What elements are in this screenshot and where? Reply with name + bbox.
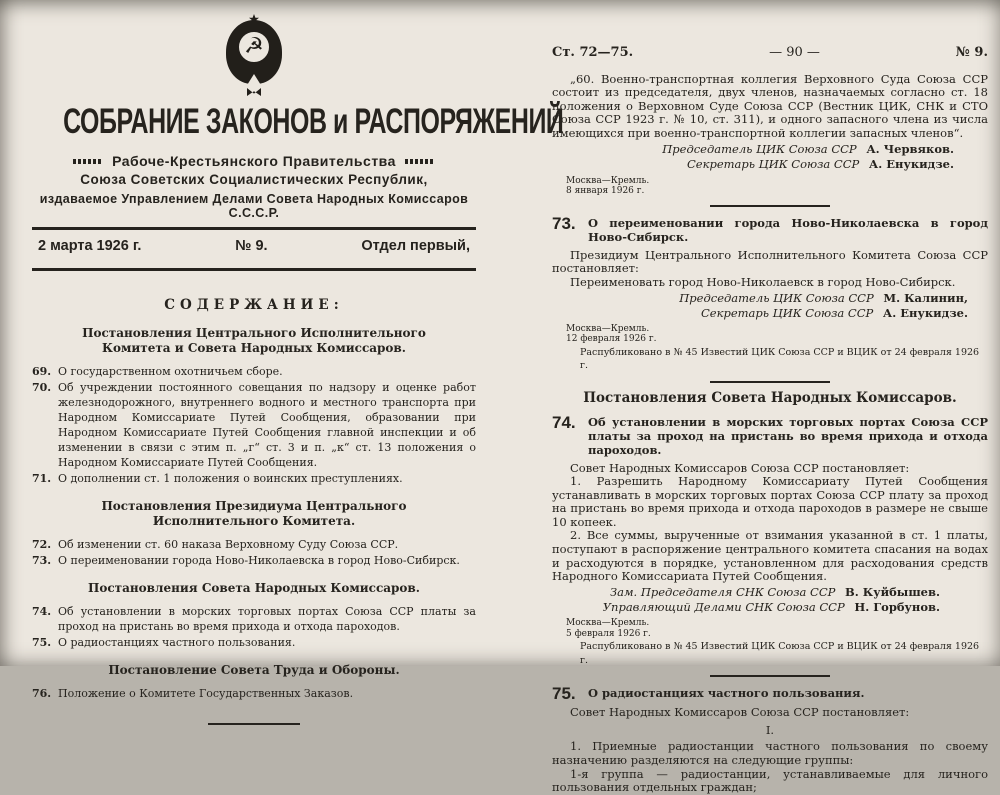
signature-title: Управляющий Делами СНК Союза ССР [602,600,845,615]
toc-item-text: О радиостанциях частного пользования. [58,636,296,649]
left-page [32,8,564,725]
toc-item [32,553,476,568]
masthead-subtitle2: Союза Советских Социалистических Республик, [80,172,428,187]
signature-line [552,143,988,157]
signature-name: М. Калинин, [883,290,968,305]
article-number: 75. [552,684,576,704]
place-line: Москва—Кремль. [566,618,650,629]
toc-item-number: 74. [32,605,52,618]
signature-title: Зам. Председателя СНК Союза ССР [609,584,836,599]
signature-line [552,292,988,306]
article-title: Об установлении в морских торговых портах Союза ССР платы за проход на пристань во время прихода и отхода пароходов. [588,414,988,457]
toc-item [32,635,476,650]
toc-item [32,364,476,379]
ornament-left-icon [73,159,103,164]
article-74-paragraph: 2. Все суммы, вырученные от взимания указанной в ст. 1 платы, поступают в распоряжение центрального комитета спасания на водах и расходуются в порядке, установленном для расходования средств Народного Комиссариата Путей Сообщения. [552,528,988,584]
toc-item-number: 70. [32,381,52,394]
toc-item-text: Положение о Комитете Государственных Заказов. [58,687,354,700]
publication-note: Распубликовано в № 45 Известий ЦИК Союза ССР и ВЦИК от 24 февраля 1926 г. [580,346,980,372]
ribbon-icon [244,74,264,90]
toc-title: СОДЕРЖАНИЕ: [164,297,344,313]
header-page-number: — 90 — [769,45,820,60]
masthead-subtitle3: издаваемое Управлением Делами Совета Народных Комиссаров С.С.С.Р. [39,192,469,220]
toc-item-text: О государственном охотничьем сборе. [58,365,283,378]
issue-number: № 9. [235,238,268,254]
article-74-heading [552,412,988,457]
toc-item-number: 75. [32,636,52,649]
article-75-paragraph: 1-я группа — радиостанции, устанавливаемые для личного пользования отдельных граждан; [552,766,988,795]
signature-line [552,601,988,615]
toc-item-number: 69. [32,365,52,378]
article-number: 74. [552,412,576,432]
article-number: 73. [552,213,576,233]
toc-item-number: 73. [32,554,52,567]
publication-note: Распубликовано в № 45 Известий ЦИК Союза ССР и ВЦИК от 24 февраля 1926 г. [580,641,980,666]
toc-group-heading: Постановление Совета Труда и Обороны. [108,663,400,677]
masthead-subtitle1: Рабоче-Крестьянского Правительства [112,153,396,169]
toc-item-text: Об установлении в морских торговых портах Союза ССР платы за проход на пристань во время прихода и отхода пароходов. [58,605,476,633]
article-73-paragraph: Переименовать город Ново-Николаевск в город Ново-Сибирск. [570,274,956,289]
header-issue-number: № 9. [955,45,988,60]
snk-section-heading: Постановления Совета Народных Комиссаров. [583,389,957,406]
section-roman-numeral: I. [765,722,775,737]
article-73-paragraph: Президиум Центрального Исполнительного Комитета Союза ССР постановляет: [552,247,988,276]
toc-item [32,537,476,552]
article-72-body: „60. Военно-транспортная коллегия Верховного Суда Союза ССР состоит из председателя, двух членов, назначаемых согласно ст. 18 положения о Верховном Суде Союза ССР (Вестник ЦИК, СНК и СТО Союза ССР 1923 г. № 10, ст. 311), и одного запасного члена из числа имеющихся при военно-транспортной коллегии запасных членов“. [552,71,988,140]
signature-name: А. Червяков. [866,141,954,156]
article-divider [710,381,830,383]
toc-item [32,471,476,486]
signature-title: Председатель ЦИК Союза ССР [679,290,874,305]
ornament-right-icon [405,159,435,164]
article-divider [710,205,830,207]
issue-date: 2 марта 1926 г. [38,238,142,254]
signature-title: Секретарь ЦИК Союза ССР [687,157,860,172]
place-line: Москва—Кремль. [566,175,650,186]
hammer-sickle-icon: ☭ [244,34,264,59]
signature-name: В. Куйбышев. [845,584,940,599]
toc-item-text: Об учреждении постоянного совещания по надзору и оценке работ железнодорожного, внутреннего водного и местного транспорта при Народном Комиссариате Путей Сообщения, образовании при Народном Комиссариате Путей Сообщения главной инспекции и об изменении в связи с этим п. „г“ ст. 3 и п. „к“ ст. 13 положения о Народном Комиссариате Путей Сообщения. [58,381,476,469]
issue-info-row [32,230,476,261]
toc-item [32,604,476,634]
signature-line [552,586,988,600]
toc-item-number: 76. [32,687,52,700]
masthead-subtitle1-row [32,153,476,169]
masthead-title: СОБРАНИЕ ЗАКОНОВ и РАСПОРЯЖЕНИЙ [63,102,564,142]
globe-icon [237,30,271,64]
article-74-paragraph: Совет Народных Комиссаров Союза ССР постановляет: [570,460,910,475]
issue-section: Отдел первый, [361,238,470,254]
article-74-paragraph: 1. Разрешить Народному Комиссариату Путей Сообщения устанавливать в морских торговых портах Союза ССР плату за проход на пристань во время прихода и отхода пароходов в размере не свыше 10 копеек. [552,474,988,529]
date-line: 5 февраля 1926 г. [566,628,651,639]
signature-line [552,307,988,321]
signature-line [552,158,988,172]
right-page [552,46,988,795]
toc-item [32,380,476,470]
signature-title: Секретарь ЦИК Союза ССР [701,306,874,321]
toc-item-text: Об изменении ст. 60 наказа Верховному Суду Союза ССР. [58,538,399,551]
masthead-rule-bottom [32,268,476,271]
date-line: 12 февраля 1926 г. [566,334,657,345]
toc-item-number: 72. [32,538,52,551]
signature-name: Н. Горбунов. [854,600,940,615]
article-73-heading [552,213,988,244]
running-header [552,46,988,60]
toc-group-heading: Постановления Президиума Центрального Исполнительного Комитета. [101,499,407,528]
toc-item-text: О дополнении ст. 1 положения о воинских преступлениях. [58,472,403,485]
article-divider [710,675,830,677]
toc-group-heading: Постановления Совета Народных Комиссаров. [88,581,420,595]
article-75-paragraph: Совет Народных Комиссаров Союза ССР постановляет: [570,705,910,720]
toc-item [32,686,476,701]
toc-group-heading: Постановления Центрального Исполнительного Комитета и Совета Народных Комиссаров. [82,326,426,355]
article-75-paragraph: 1. Приемные радиостанции частного пользования по своему назначению разделяются на следующие группы: [552,739,988,767]
article-title: О радиостанциях частного пользования. [588,686,865,701]
header-articles-range: Ст. 72—75. [552,45,634,60]
date-line: 8 января 1926 г. [566,186,645,197]
ussr-emblem [223,12,285,96]
place-line: Москва—Кремль. [566,323,650,334]
signature-name: А. Енукидзе. [868,157,954,172]
toc-end-divider [208,723,300,725]
signature-name: А. Енукидзе. [882,306,968,321]
toc-item-number: 71. [32,472,52,485]
article-title: О переименовании города Ново-Николаевска в город Ново-Сибирск. [588,215,988,244]
signature-title: Председатель ЦИК Союза ССР [662,141,857,156]
toc-item-text: О переименовании города Ново-Николаевска в город Ново-Сибирск. [58,554,460,567]
article-75-heading [552,684,988,704]
